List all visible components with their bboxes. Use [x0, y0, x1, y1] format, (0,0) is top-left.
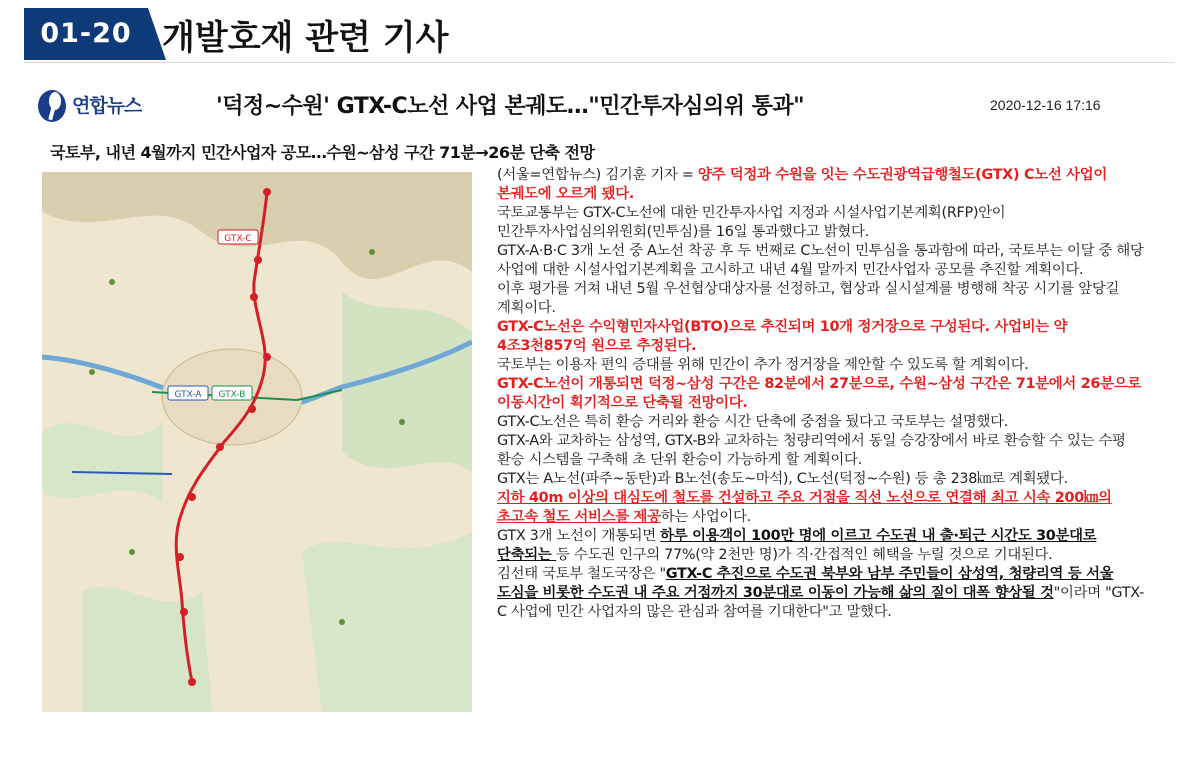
article-subheadline: 국토부, 내년 4월까지 민간사업자 공모…수원~삼성 구간 71분→26분 단축 전망: [50, 143, 595, 162]
section-title: 개발호재 관련 기사: [162, 18, 449, 58]
article-timestamp: 2020-12-16 17:16: [990, 97, 1101, 113]
logo-text: 연합뉴스: [72, 95, 142, 117]
paragraph-2: 국토교통부는 GTX-C노선에 대한 민간투자사업 지정과 시설사업기본계획(RFP)안이 민간투자사업심의위원회(민투심)를 16일 통과했다고 밝혔다.: [497, 205, 1006, 240]
paragraph-13: 김선태 국토부 철도국장은 "GTX-C 추진으로 수도권 북부와 남부 주민들이 삼성역, 청량리역 등 서울 도심을 비롯한 수도권 내 주요 거점까지 30분대로 이동이 가능해 삶의 질이 대폭 향상될 것"이라며 "GTX-C 사업에 민간 사업자의 많은 관심과 참여를 기대한다"고 말했다.: [497, 566, 1144, 620]
paragraph-4: 이후 평가를 거쳐 내년 5월 우선협상대상자를 선정하고, 협상과 실시설계를 병행해 착공 시기를 앞당길 계획이다.: [497, 281, 1120, 316]
route-map-graphic: [42, 172, 472, 712]
paragraph-9: GTX-A와 교차하는 삼성역, GTX-B와 교차하는 청량리역에서 동일 승강장에서 바로 환승할 수 있는 수평 환승 시스템을 구축해 초 단위 환승이 가능하게 할 계획이다.: [497, 433, 1126, 468]
paragraph-3: GTX-A·B·C 3개 노선 중 A노선 착공 후 두 번째로 C노선이 민투심을 통과함에 따라, 국토부는 이달 중 해당 사업에 대한 시설사업기본계획을 고시하고 내년 4월 말까지 민간사업자 공모를 추진할 계획이다.: [497, 243, 1144, 278]
paragraph-10: GTX는 A노선(파주~동탄)과 B노선(송도~마석), C노선(덕정~수원) 등 총 238㎞로 계획됐다.: [497, 471, 1068, 487]
section-number: 01-20: [40, 18, 132, 49]
map-label-gtx-c: GTX-C: [224, 234, 252, 244]
paragraph-11: 지하 40m 이상의 대심도에 철도를 건설하고 주요 거점을 직선 노선으로 연결해 최고 시속 200㎞의 초고속 철도 서비스를 제공하는 사업이다.: [497, 490, 1112, 525]
yonhap-logo: [36, 87, 172, 125]
highlight-red: 양주 덕정과 수원을 잇는 수도권광역급행철도(GTX) C노선 사업이 본궤도에 오르게 됐다.: [497, 167, 1107, 202]
map-label-gtx-a: GTX-A: [174, 390, 202, 400]
section-number-badge: [24, 8, 166, 60]
paragraph-8: GTX-C노선은 특히 환승 거리와 환승 시간 단축에 중점을 뒀다고 국토부는 설명했다.: [497, 414, 1008, 430]
map-label-gtx-b: GTX-B: [218, 390, 246, 400]
paragraph-6: 국토부는 이용자 편익 증대를 위해 민간이 추가 정거장을 제안할 수 있도록 할 계획이다.: [497, 357, 1029, 373]
gtx-route-map: [42, 172, 472, 712]
article-headline: '덕정~수원' GTX-C노선 사업 본궤도…"민간투자심의위 통과": [216, 94, 805, 119]
section-header: [0, 0, 1191, 62]
highlight-red: GTX-C노선은 수익형민자사업(BTO)으로 추진되며 10개 정거장으로 구성된다. 사업비는 약 4조3천857억 원으로 추정된다.: [497, 319, 1068, 354]
highlight-bold-underline: GTX-C 추진으로 수도권 북부와 남부 주민들이 삼성역, 청량리역 등 서울 도심을 비롯한 수도권 내 주요 거점까지 30분대로 이동이 가능해 삶의 질이 대폭 향상될 것: [497, 566, 1114, 601]
paragraph-1: (서울=연합뉴스) 김기훈 기자 = 양주 덕정과 수원을 잇는 수도권광역급행철도(GTX) C노선 사업이 본궤도에 오르게 됐다.: [497, 167, 1107, 202]
paragraph-7: [497, 375, 1145, 413]
paragraph-12: GTX 3개 노선이 개통되면 하루 이용객이 100만 명에 이르고 수도권 내 출·퇴근 시간도 30분대로 단축되는 등 수도권 인구의 77%(약 2천만 명)가 직·간접적인 혜택을 누릴 것으로 기대된다.: [497, 528, 1097, 563]
highlight-red-underline: 지하 40m 이상의 대심도에 철도를 건설하고 주요 거점을 직선 노선으로 연결해 최고 시속 200㎞의 초고속 철도 서비스를 제공: [497, 490, 1112, 525]
yonhap-logo-icon: [36, 87, 70, 125]
header-divider: [24, 62, 1174, 63]
highlight-red: GTX-C노선이 개통되면 덕정~삼성 구간은 82분에서 27분으로, 수원~삼성 구간은 71분에서 26분으로 이동시간이 획기적으로 단축될 전망이다.: [497, 376, 1141, 411]
paragraph-5: [497, 318, 1145, 356]
article-body: [497, 166, 1145, 622]
highlight-bold-underline: 하루 이용객이 100만 명에 이르고 수도권 내 출·퇴근 시간도 30분대로 단축되는: [497, 528, 1097, 563]
